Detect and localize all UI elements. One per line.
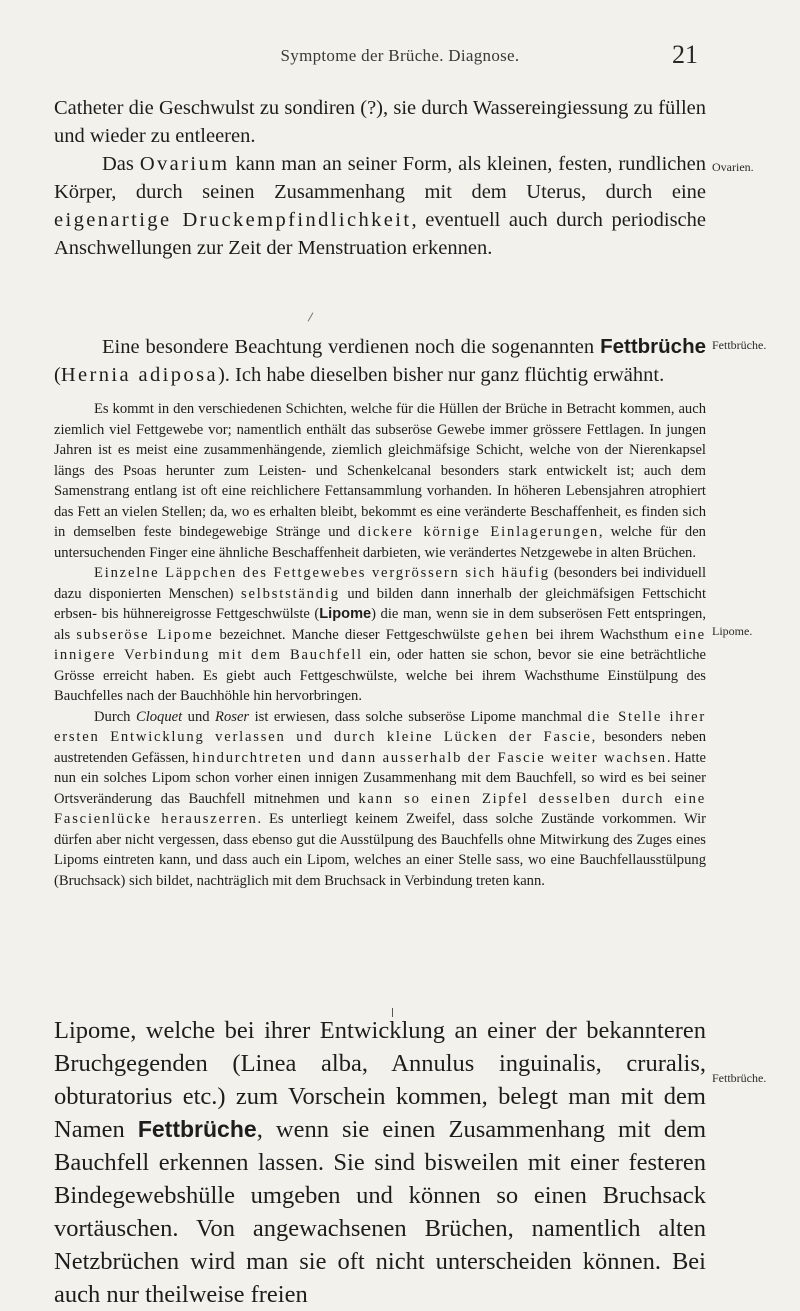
author-cloquet: Cloquet — [135, 708, 183, 725]
term-einzelne-laeppchen: Einzelne Läppchen des Fettgewebes vergrössern sich häufig — [94, 565, 550, 581]
term-innigere-verbindung: eine innigere Verbindung mit dem Bauchfell — [54, 626, 706, 663]
small-print-block — [54, 399, 706, 891]
text-block-bottom — [54, 1014, 706, 1311]
term-selbststaendig: selbstständig — [241, 585, 340, 602]
term-hernia-adiposa: Hernia adiposa — [60, 364, 218, 386]
text-block-top — [54, 94, 706, 262]
paragraph-schichten: Es kommt in den verschiedenen Schichten, welche für die Hüllen der Brüche in Betracht kommen, auch ziemlich viel Fettgewebe vor; namentlich enthält das subseröse Gewebe immer grössere Fettlagen. In jungen Jahren ist es meist eine zusammenhängende, ziemlich gleichmäfsige Schicht, welche von der Nierenkapsel längs des Psoas herunter zum Leisten- und Schenkelcanal besonders stark entwickelt ist; auch dem Samenstrang entlang ist oft eine reichlichere Fettansammlung vorhanden. In höheren Lebensjahren atrophiert das Fett an vielen Stellen; da, wo es erhalten bleibt, bekommt es eine veränderte Beschaffenheit, es finden sich in demselben feste bindegewebige Stränge und dickere körnige Einlagerungen, welche für den untersuchenden Finger eine ähnliche Beschaffenheit darbieten, wie verändertes Netzgewebe in alten Brüchen. — [54, 401, 706, 561]
term-stelle-verlassen: die Stelle ihrer ersten Entwicklung verlassen und durch kleine Lücken der Fascie — [54, 708, 707, 745]
author-roser: Roser — [215, 708, 250, 725]
margin-note-fettbrueche-2: Fettbrüche. — [712, 1071, 767, 1085]
running-head: Symptome der Brüche. Diagnose. — [280, 46, 520, 65]
term-dickere-koernige: dickere körnige Einlagerungen — [358, 524, 599, 540]
pencil-mark — [308, 312, 314, 321]
margin-note-lipome: Lipome. — [712, 624, 753, 638]
margin-note-ovarien: Ovarien. — [712, 160, 754, 174]
paragraph-lipome-fettbrueche: Lipome, welche bei ihrer Entwicklung an einer der bekannteren Bruchgegenden (Linea alba, Annulus inguinalis, cruralis, obturatorius etc.) zum Vorschein kommen, belegt man mit dem Namen Fettbrüche, wenn sie einen Zusammenhang mit dem Bauchfell erkennen lassen. Sie sind bisweilen mit einer festeren Bindegewebshülle umgeben und können so einen Bruchsack vortäuschen. Von angewachsenen Brüchen, namentlich alten Netzbrüchen wird man sie oft nicht unterscheiden können. Bei auch nur theilweise freien — [54, 1017, 706, 1308]
text-block-fettbrueche — [54, 333, 706, 389]
margin-note-fettbrueche: Fettbrüche. — [712, 338, 767, 352]
term-zipfel-herauszerren: kann so einen Zipfel desselben durch eine Fascienlücke herauszerren — [54, 790, 706, 827]
paragraph-einzelne-laeppchen: Einzelne Läppchen des Fettgewebes vergrössern sich häufig (besonders bei individuell dazu disponierten Menschen) selbstständig und bilden dann innerhalb der gleichmäfsigen Fettschicht erbsen- bis hühnereigrosse Fettgeschwülste (Lipome) die man, wenn sie in dem subserösen Fett entspringen, als subseröse Lipome bezeichnet. Manche dieser Fettgeschwülste gehen bei ihrem Wachsthum eine innigere Verbindung mit dem Bauchfell ein, oder hatten sie schon, bevor sie eine beträchtliche Grösse erreicht haben. Es giebt auch Fettgeschwülste, welche bei ihrem Wachsthume Einstülpung des Bauchfelles nach der Bauchhöhle hin hervorbringen. — [54, 565, 706, 704]
paragraph-ovarium: Das Ovarium kann man an seiner Form, als kleinen, festen, rundlichen Körper, durch seinen Zusammenhang mit dem Uterus, durch eine eigenartige Druckempfindlichkeit, eventuell auch durch periodische Anschwellungen zur Zeit der Menstruation erkennen. — [54, 153, 706, 259]
term-gehen: gehen — [485, 626, 530, 643]
page-header — [0, 40, 800, 70]
term-druckempfindlichkeit: eigenartige Druckempfindlichkeit — [54, 209, 412, 231]
term-fettbrueche: Fettbrüche — [600, 335, 706, 358]
paragraph-catheter: Catheter die Geschwulst zu sondiren (?), sie durch Wassereingiessung zu füllen und wieder zu entleeren. — [54, 97, 706, 147]
term-lipome-bold: Lipome — [319, 606, 372, 622]
page-number: 21 — [672, 40, 698, 69]
term-fettbrueche-2: Fettbrüche — [137, 1116, 257, 1142]
term-ovarium: Ovarium — [139, 153, 230, 175]
term-subseroese-lipome: subseröse Lipome — [76, 626, 214, 643]
paragraph-cloquet-roser: Durch Cloquet und Roser ist erwiesen, dass solche subseröse Lipome manchmal die Stelle ihrer ersten Entwicklung verlassen und durch kleine Lücken der Fascie, besonders neben austretenden Gefässen, hindurchtreten und dann ausserhalb der Fascie weiter wachsen. Hatte nun ein solches Lipom schon vorher einen innigen Zusammenhang mit dem Bauchfell, so wird es bei seiner Ortsveränderung das Bauchfell mitnehmen und kann so einen Zipfel desselben durch eine Fascienlücke herauszerren. Es unterliegt keinem Zweifel, dass solche Zustände vorkommen. Wir dürfen aber nicht vergessen, dass ebenso gut die Ausstülpung des Bauchfells ohne Mitwirkung des Zuges eines Lipoms eintreten kann, und dass auch ein Lipom, welches an einer Stelle sass, wo eine Bauchfellausstülpung (Bruchsack) sich bildet, nachträglich mit dem Bruchsack in Verbindung treten kann. — [54, 708, 707, 889]
term-hindurchtreten: hindurchtreten und dann ausserhalb der Fascie weiter wachsen — [192, 749, 667, 766]
paragraph-fettbrueche-intro: Eine besondere Beachtung verdienen noch die sogenannten Fettbrüche (Hernia adiposa). Ich habe dieselben bisher nur ganz flüchtig erwähnt. — [54, 335, 706, 386]
